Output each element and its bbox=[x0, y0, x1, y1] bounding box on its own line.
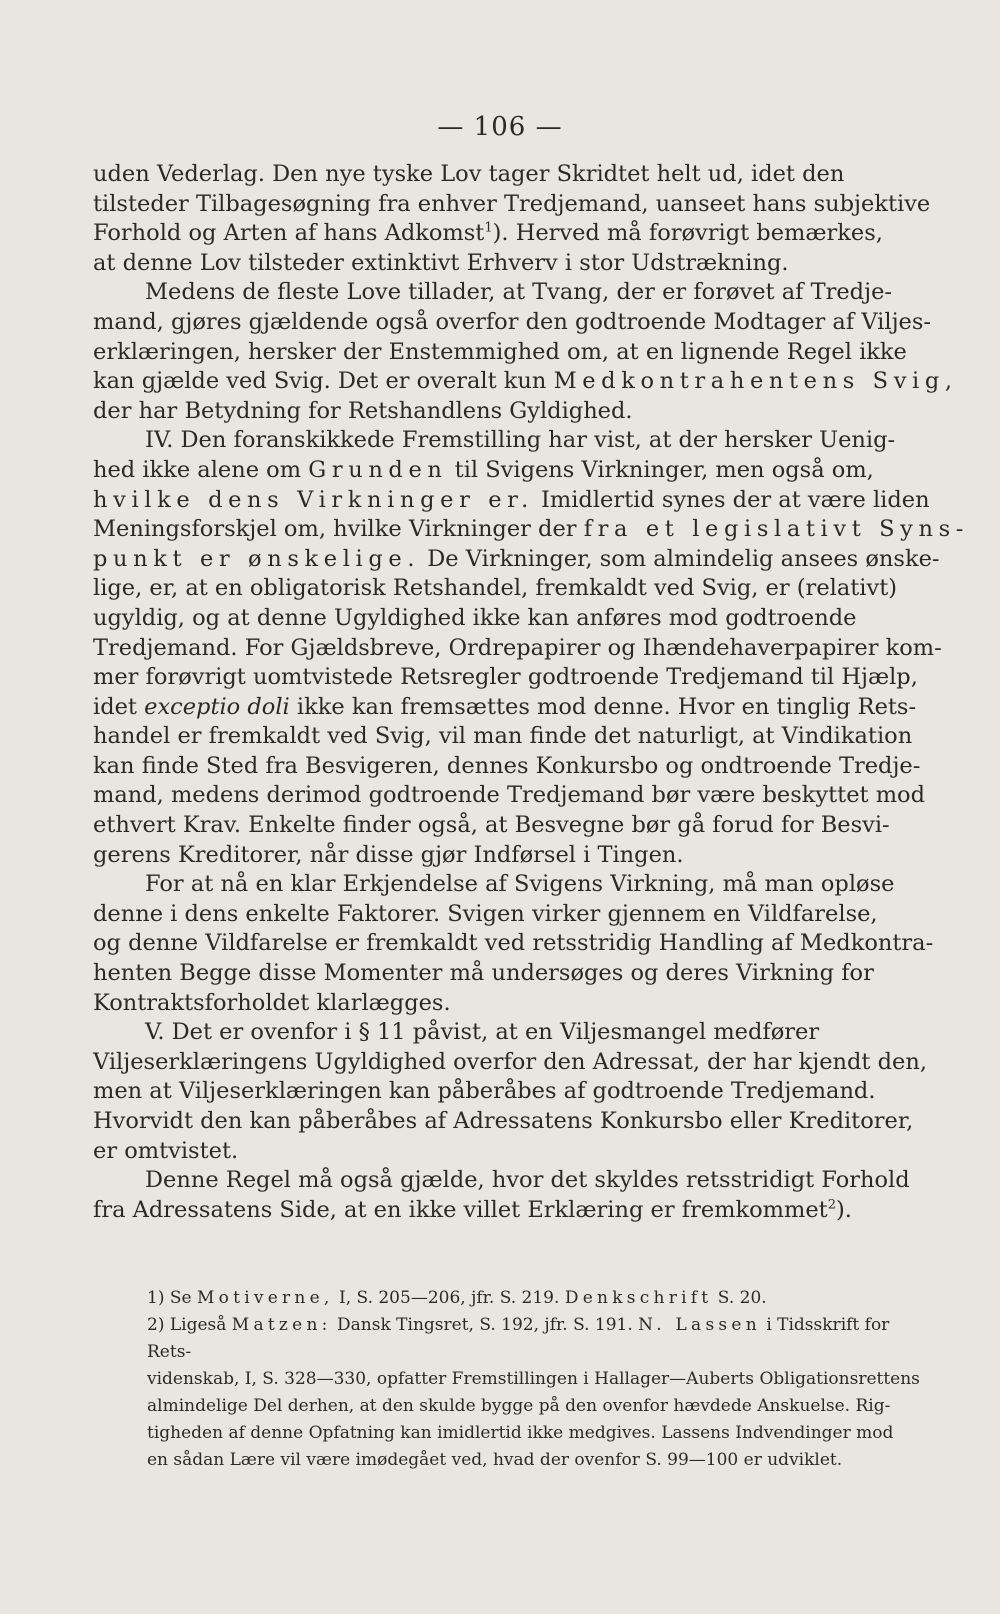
text-line: hed ikke alene om Grunden til Svigens Virkninger, men også om, bbox=[93, 456, 874, 483]
text-line: kan gjælde ved Svig. Det er overalt kun Medkontrahentens Svig, bbox=[93, 368, 958, 395]
text-line: mer forøvrigt uomtvistede Retsregler godtroende Tredjemand til Hjælp, bbox=[93, 664, 918, 691]
text-line: ugyldig, og at denne Ugyldighed ikke kan anføres mod godtroende bbox=[93, 604, 857, 631]
text-line: kan finde Sted fra Besvigeren, dennes Konkursbo og ondtroende Tredje- bbox=[93, 752, 921, 779]
text-line: mand, medens derimod godtroende Tredjemand bør være beskyttet mod bbox=[93, 782, 925, 809]
text-line: For at nå en klar Erkjendelse af Svigens Virkning, må man opløse bbox=[145, 871, 895, 898]
footnote-line: videnskab, I, S. 328—330, opfatter Fremstillingen i Hallager—Auberts Obligationsrettens bbox=[147, 1369, 920, 1389]
text-line: henten Begge disse Momenter må undersøges og deres Virkning for bbox=[93, 960, 874, 987]
text-line: gerens Kreditorer, når disse gjør Indførsel i Tingen. bbox=[93, 841, 684, 868]
text-line: Hvorvidt den kan påberåbes af Adressatens Konkursbo eller Kreditorer, bbox=[93, 1108, 914, 1134]
text-line: lige, er, at en obligatorisk Retshandel, fremkaldt ved Svig, er (relativt) bbox=[93, 575, 898, 602]
text-line: handel er fremkaldt ved Svig, vil man finde det naturligt, at Vindikation bbox=[93, 723, 913, 750]
footnote-1: 1) Se Motiverne, I, S. 205—206, jfr. S. 219. Denkschrift S. 20. bbox=[147, 1288, 767, 1308]
footnote-ref: 2 bbox=[827, 1197, 836, 1213]
text-line: Meningsforskjel om, hvilke Virkninger der fra et legislativt Syns- bbox=[93, 516, 970, 543]
text-line: Medens de fleste Love tillader, at Tvang, der er forøvet af Tredje- bbox=[145, 279, 892, 306]
text-line: Forhold og Arten af hans Adkomst$^1$). Herved må forøvrigt bemærkes, bbox=[93, 220, 883, 247]
footnote-ref: 1 bbox=[484, 220, 493, 236]
text-line: idet exceptio doli ikke kan fremsættes mod denne. Hvor en tinglig Rets- bbox=[93, 693, 917, 720]
text-line: Viljeserklæringens Ugyldighed overfor den Adressat, der har kjendt den, bbox=[93, 1048, 927, 1075]
footnote-line: tigheden af denne Opfatning kan imidlertid ikke medgives. Lassens Indvendinger mod bbox=[147, 1423, 894, 1443]
footnote-line: en sådan Lære vil være imødegået ved, hvad der ovenfor S. 99—100 er udviklet. bbox=[147, 1450, 843, 1470]
text-line: Kontraktsforholdet klarlægges. bbox=[93, 989, 451, 1016]
text-line: hvilke dens Virkninger er. Imidlertid synes der at være liden bbox=[93, 486, 930, 513]
footnote-2: 2) Ligeså Matzen: Dansk Tingsret, S. 192, jfr. S. 191. N. Lassen i Tidsskrift for Rets- videnskab, I, S. 328—330, opfatter Fremstillingen i Hallager—Auberts Obligationsrettens almindelige Del derhen, at den skulde bygge på den ovenfor hævdede Anskuelse. Rig- tigheden af denne Opfatning kan imidlertid ikke medgives. Lassens Indvendinger mod en sådan Lære vil være imødegået ved, hvad der ovenfor S. 99—100 er udviklet. bbox=[93, 1312, 933, 1474]
text-line: der har Betydning for Retshandlens Gyldighed. bbox=[93, 397, 633, 424]
text-line: Denne Regel må også gjælde, hvor det skyldes retsstridigt Forhold bbox=[145, 1167, 910, 1194]
text-line: erklæringen, hersker der Enstemmighed om, at en lignende Regel ikke bbox=[93, 338, 907, 365]
body-text bbox=[93, 160, 970, 1225]
text-line: Tredjemand. For Gjældsbreve, Ordrepapirer og Ihændehaverpapirer kom- bbox=[93, 634, 942, 661]
text-line: punkt er ønskelige. De Virkninger, som almindelig ansees ønske- bbox=[93, 545, 940, 572]
text-line: men at Viljeserklæringen kan påberåbes af godtroende Tredjemand. bbox=[93, 1078, 876, 1105]
text-line: og denne Vildfarelse er fremkaldt ved retsstridig Handling af Medkontra- bbox=[93, 930, 934, 957]
text-line: V. Det er ovenfor i § 11 påvist, at en Viljesmangel medfører bbox=[145, 1019, 820, 1046]
text-line: IV. Den foranskikkede Fremstilling har vist, at der hersker Uenig- bbox=[145, 427, 896, 454]
text-line: uden Vederlag. Den nye tyske Lov tager Skridtet helt ud, idet den bbox=[93, 161, 845, 187]
text-line: ethvert Krav. Enkelte finder også, at Besvegne bør gå forud for Besvi- bbox=[93, 812, 890, 839]
text-line: er omtvistet. bbox=[93, 1137, 239, 1164]
text-line: mand, gjøres gjældende også overfor den godtroende Modtager af Viljes- bbox=[93, 308, 932, 335]
text-line: denne i dens enkelte Faktorer. Svigen virker gjennem en Vildfarelse, bbox=[93, 900, 878, 927]
text-line: at denne Lov tilsteder extinktivt Erhverv i stor Udstrækning. bbox=[93, 249, 789, 276]
footnote-line: almindelige Del derhen, at den skulde bygge på den ovenfor hævdede Anskuelse. Rig- bbox=[147, 1396, 891, 1416]
text-line: tilsteder Tilbagesøgning fra enhver Tredjemand, uanseet hans subjektive bbox=[93, 190, 931, 217]
text-line: fra Adressatens Side, at en ikke villet Erklæring er fremkommet$^2$). bbox=[93, 1196, 852, 1223]
page-number: — 106 — bbox=[437, 112, 563, 142]
footnotes bbox=[93, 1285, 933, 1474]
